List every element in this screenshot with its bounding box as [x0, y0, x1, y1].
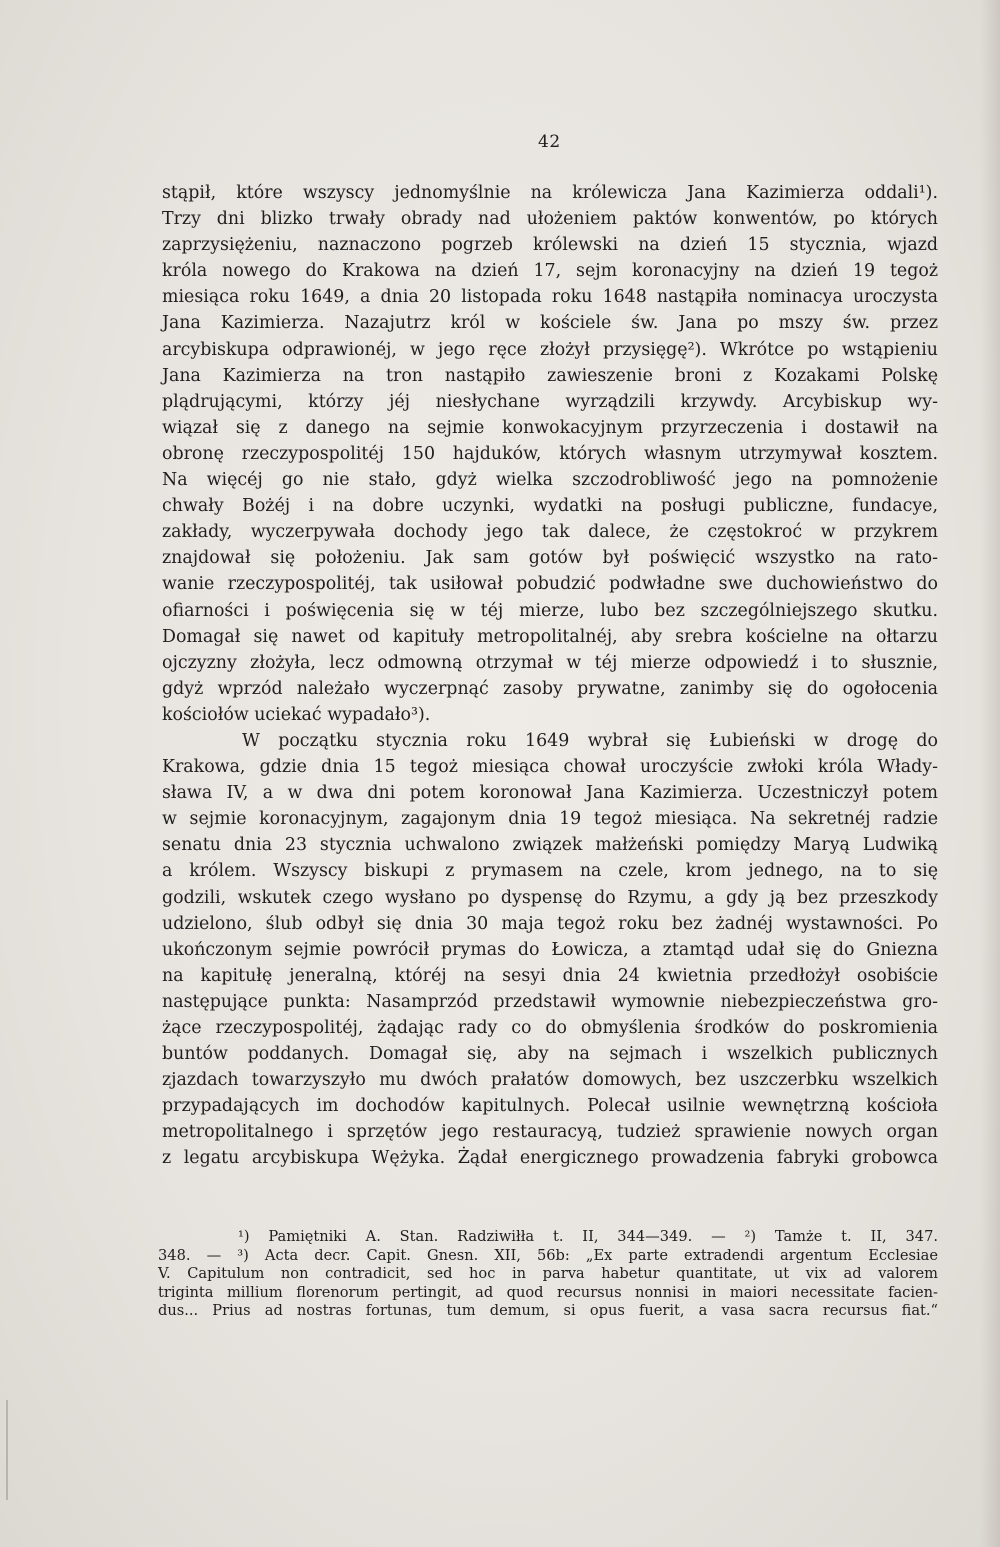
footnotes	[158, 1228, 938, 1321]
text-line: udzielono, ślub odbył się dnia 30 maja tegoż roku bez żadnéj wystawności. Po	[162, 913, 938, 934]
text-line: metropolitalnego i sprzętów jego restauracyą, tudzież sprawienie nowych organ	[162, 1122, 938, 1143]
text-line: Na więcéj go nie stało, gdyż wielka szczodrobliwość jego na pomnożenie	[162, 470, 938, 491]
text-line: ukończonym sejmie powrócił prymas do Łowicza, a ztamtąd udał się do Gniezna	[162, 939, 938, 960]
paragraph-1	[162, 180, 938, 728]
margin-mark	[6, 1400, 18, 1500]
text-line: znajdował się położeniu. Jak sam gotów był poświęcić wszystko na rato-	[162, 548, 938, 569]
text-line: godzili, wskutek czego wysłano po dyspensę do Rzymu, a gdy ją bez przeszkody	[162, 887, 938, 908]
text-line: żące rzeczypospolitéj, żądając rady co do obmyślenia środków do poskromienia	[162, 1018, 938, 1038]
text-line: senatu dnia 23 stycznia uchwalono związek małżeński pomiędzy Maryą Ludwiką	[162, 835, 938, 856]
text-line: sława IV, a w dwa dni potem koronował Jana Kazimierza. Uczestniczył potem	[162, 783, 938, 804]
text-line: gdyż wprzód należało wyczerpnąć zasoby prywatne, zanimby się do ogołocenia	[162, 678, 938, 699]
text-line: kościołów uciekać wypadało³).	[162, 704, 431, 725]
text-line: Trzy dni blizko trwały obrady nad ułożeniem paktów konwentów, po których	[162, 209, 938, 230]
text-line: króla nowego do Krakowa na dzień 17, sejm koronacyjny na dzień 19 tegoż	[162, 261, 938, 282]
text-line: a królem. Wszyscy biskupi z prymasem na czele, krom jednego, na to się	[162, 861, 938, 882]
text-line: w sejmie koronacyjnym, zagajonym dnia 19 tegoż miesiąca. Na sekretnéj radzie	[162, 809, 938, 830]
text-line: ofiarności i poświęcenia się w téj mierze, lubo bez szczególniejszego skutku.	[162, 600, 938, 621]
text-line: chwały Bożéj i na dobre uczynki, wydatki na posługi publiczne, fundacye,	[162, 496, 938, 517]
text-line: na kapitułę jeneralną, któréj na sesyi dnia 24 kwietnia przedłożył osobiście	[162, 965, 938, 986]
footnote-line: 348. — ³) Acta decr. Capit. Gnesn. XII, 56b: „Ex parte extradendi argentum Ecclesiae	[158, 1246, 938, 1264]
text-line: stąpił, które wszyscy jednomyślnie na królewicza Jana Kazimierza oddali¹).	[162, 183, 938, 203]
text-line: miesiąca roku 1649, a dnia 20 listopada roku 1648 nastąpiła nominacya uroczysta	[162, 287, 938, 308]
text-line: obronę rzeczypospolitéj 150 hajduków, których własnym utrzymywał kosztem.	[162, 443, 938, 464]
text-line: Domagał się nawet od kapituły metropolitalnéj, aby srebra kościelne na ołtarzu	[162, 626, 938, 647]
text-line: Jana Kazimierza na tron nastąpiło zawieszenie broni z Kozakami Polskę	[162, 365, 938, 386]
text-line: następujące punkta: Nasamprzód przedstawił wymownie niebezpieczeństwa gro-	[162, 991, 938, 1012]
text-line: wiązał się z danego na sejmie konwokacyjnym przyrzeczenia i dostawił na	[162, 417, 938, 438]
text-line: Krakowa, gdzie dnia 15 tegoż miesiąca chował uroczyście zwłoki króla Włady-	[162, 757, 938, 778]
footnote-line: ¹) Pamiętniki A. Stan. Radziwiłła t. II, 344—349. — ²) Tamże t. II, 347.	[238, 1228, 938, 1245]
main-text	[162, 180, 938, 1172]
text-line: przypadających im dochodów kapitulnych. Polecał usilnie wewnętrzną kościoła	[162, 1096, 938, 1117]
text-line: buntów poddanych. Domagał się, aby na sejmach i wszelkich publicznych	[162, 1044, 938, 1065]
text-line: ojczyzny złożyła, lecz odmowną otrzymał w téj mierze odpowiedź i to słusznie,	[162, 652, 938, 673]
text-line: z legatu arcybiskupa Wężyka. Żądał energicznego prowadzenia fabryki grobowca	[162, 1148, 938, 1169]
page-number: 42	[538, 132, 561, 152]
text-line: W początku stycznia roku 1649 wybrał się Łubieński w drogę do	[242, 730, 938, 751]
text-line: zaprzysiężeniu, naznaczono pogrzeb królewski na dzień 15 stycznia, wjazd	[162, 235, 938, 256]
text-line: zjazdach towarzyszyło mu dwóch prałatów domowych, bez uszczerbku wszelkich	[162, 1070, 938, 1091]
footnote-line: triginta millium florenorum pertingit, ad quod recursus nonnisi in maiori necessitate facien-	[158, 1283, 938, 1301]
footnote-line: dus... Prius ad nostras fortunas, tum demum, si opus fuerit, a vasa sacra recursus fiat.“	[158, 1302, 938, 1320]
footnote-line: V. Capitulum non contradicit, sed hoc in parva habetur quantitate, ut vix ad valorem	[158, 1265, 938, 1283]
text-line: wanie rzeczypospolitéj, tak usiłował pobudzić podwładne swe duchowieństwo do	[162, 574, 938, 595]
text-line: plądrującymi, którzy jéj niesłychane wyrządzili krzywdy. Arcybiskup wy-	[162, 391, 938, 412]
text-line: arcybiskupa odprawionéj, w jego ręce złożył przysięgę²). Wkrótce po wstąpieniu	[162, 339, 938, 360]
footnote-block	[158, 1228, 938, 1321]
text-line: Jana Kazimierza. Nazajutrz król w kościele św. Jana po mszy św. przez	[162, 313, 938, 334]
paragraph-2	[162, 728, 938, 1172]
text-line: zakłady, wyczerpywała dochody jego tak dalece, że częstokroć w przykrem	[162, 522, 938, 543]
page-edge-shadow	[980, 0, 1000, 1547]
